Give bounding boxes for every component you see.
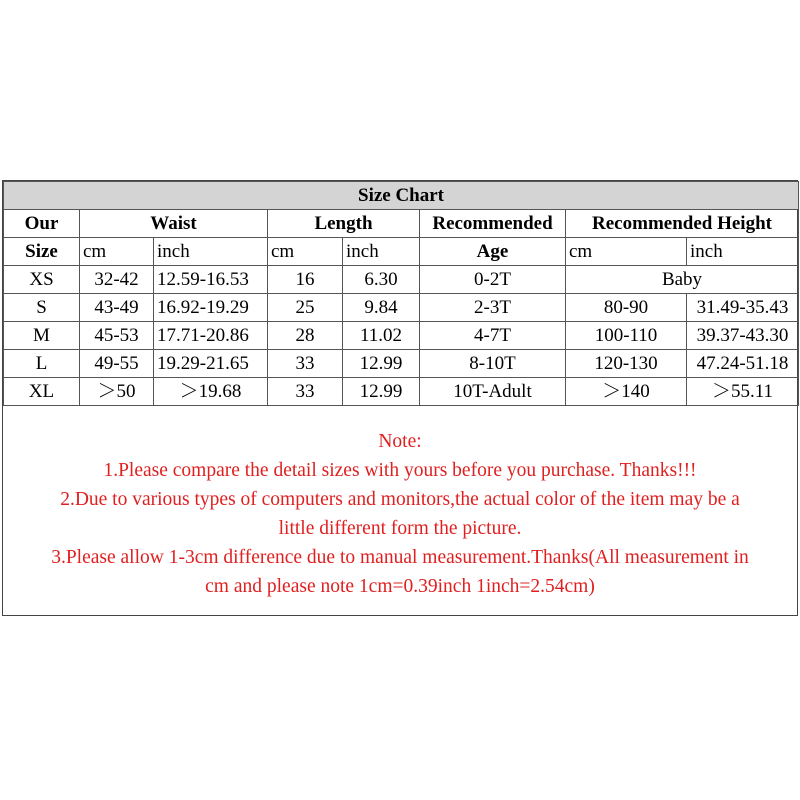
- size-chart: [2, 180, 798, 616]
- cell-waist-inch: 19.29-21.65: [154, 350, 268, 378]
- cell-waist-inch: 12.59-16.53: [154, 266, 268, 294]
- header-height: Recommended Height: [566, 210, 799, 238]
- notes-section: [3, 427, 797, 601]
- header-size-line2: Size: [4, 238, 80, 266]
- cell-waist-inch: 16.92-19.29: [154, 294, 268, 322]
- cell-waist-cm: 45-53: [80, 322, 154, 350]
- cell-waist-inch: 17.71-20.86: [154, 322, 268, 350]
- cell-height-cm: ＞140: [566, 378, 687, 406]
- note-line: 1.Please compare the detail sizes with yours before you purchase. Thanks!!!: [103, 460, 697, 481]
- cell-age: 8-10T: [420, 350, 566, 378]
- header-length: Length: [268, 210, 420, 238]
- table-row: [4, 350, 799, 378]
- header-row-2: [4, 238, 799, 266]
- table-row: [4, 266, 799, 294]
- header-size-line1: Our: [4, 210, 80, 238]
- cell-height-cm: 100-110: [566, 322, 687, 350]
- cell-height-inch: 31.49-35.43: [687, 294, 799, 322]
- cell-height-inch: 47.24-51.18: [687, 350, 799, 378]
- unit-waist-inch: inch: [154, 238, 268, 266]
- cell-length-cm: 33: [268, 350, 343, 378]
- header-age-line2: Age: [420, 238, 566, 266]
- cell-age: 2-3T: [420, 294, 566, 322]
- cell-size: XL: [4, 378, 80, 406]
- unit-height-cm: cm: [566, 238, 687, 266]
- unit-length-inch: inch: [343, 238, 420, 266]
- table-row: [4, 322, 799, 350]
- cell-length-inch: 12.99: [343, 350, 420, 378]
- table-row: [4, 294, 799, 322]
- cell-length-cm: 28: [268, 322, 343, 350]
- cell-age: 10T-Adult: [420, 378, 566, 406]
- cell-size: L: [4, 350, 80, 378]
- table-title: Size Chart: [4, 182, 799, 210]
- unit-length-cm: cm: [268, 238, 343, 266]
- cell-height-cm: 80-90: [566, 294, 687, 322]
- cell-length-inch: 6.30: [343, 266, 420, 294]
- title-row: [4, 182, 799, 210]
- header-row-1: [4, 210, 799, 238]
- header-waist: Waist: [80, 210, 268, 238]
- note-line: 3.Please allow 1-3cm difference due to manual measurement.Thanks(All measurement in: [51, 547, 749, 568]
- table-row: [4, 378, 799, 406]
- cell-length-inch: 11.02: [343, 322, 420, 350]
- cell-age: 4-7T: [420, 322, 566, 350]
- note-line: 2.Due to various types of computers and monitors,the actual color of the item may be a: [60, 489, 740, 510]
- cell-waist-cm: ＞50: [80, 378, 154, 406]
- cell-size: S: [4, 294, 80, 322]
- cell-length-cm: 16: [268, 266, 343, 294]
- cell-age: 0-2T: [420, 266, 566, 294]
- header-age-line1: Recommended: [420, 210, 566, 238]
- cell-size: XS: [4, 266, 80, 294]
- cell-waist-cm: 32-42: [80, 266, 154, 294]
- cell-height-cm: 120-130: [566, 350, 687, 378]
- cell-length-cm: 25: [268, 294, 343, 322]
- cell-height-inch: 39.37-43.30: [687, 322, 799, 350]
- size-table: [3, 181, 799, 406]
- cell-size: M: [4, 322, 80, 350]
- unit-height-inch: inch: [687, 238, 799, 266]
- note-line: cm and please note 1cm=0.39inch 1inch=2.54cm): [205, 576, 595, 597]
- cell-height-merged: Baby: [566, 266, 799, 294]
- cell-length-cm: 33: [268, 378, 343, 406]
- cell-waist-cm: 43-49: [80, 294, 154, 322]
- notes-heading: Note:: [378, 431, 422, 452]
- cell-height-inch: ＞55.11: [687, 378, 799, 406]
- unit-waist-cm: cm: [80, 238, 154, 266]
- note-line: little different form the picture.: [278, 518, 522, 539]
- cell-waist-cm: 49-55: [80, 350, 154, 378]
- cell-length-inch: 12.99: [343, 378, 420, 406]
- cell-length-inch: 9.84: [343, 294, 420, 322]
- cell-waist-inch: ＞19.68: [154, 378, 268, 406]
